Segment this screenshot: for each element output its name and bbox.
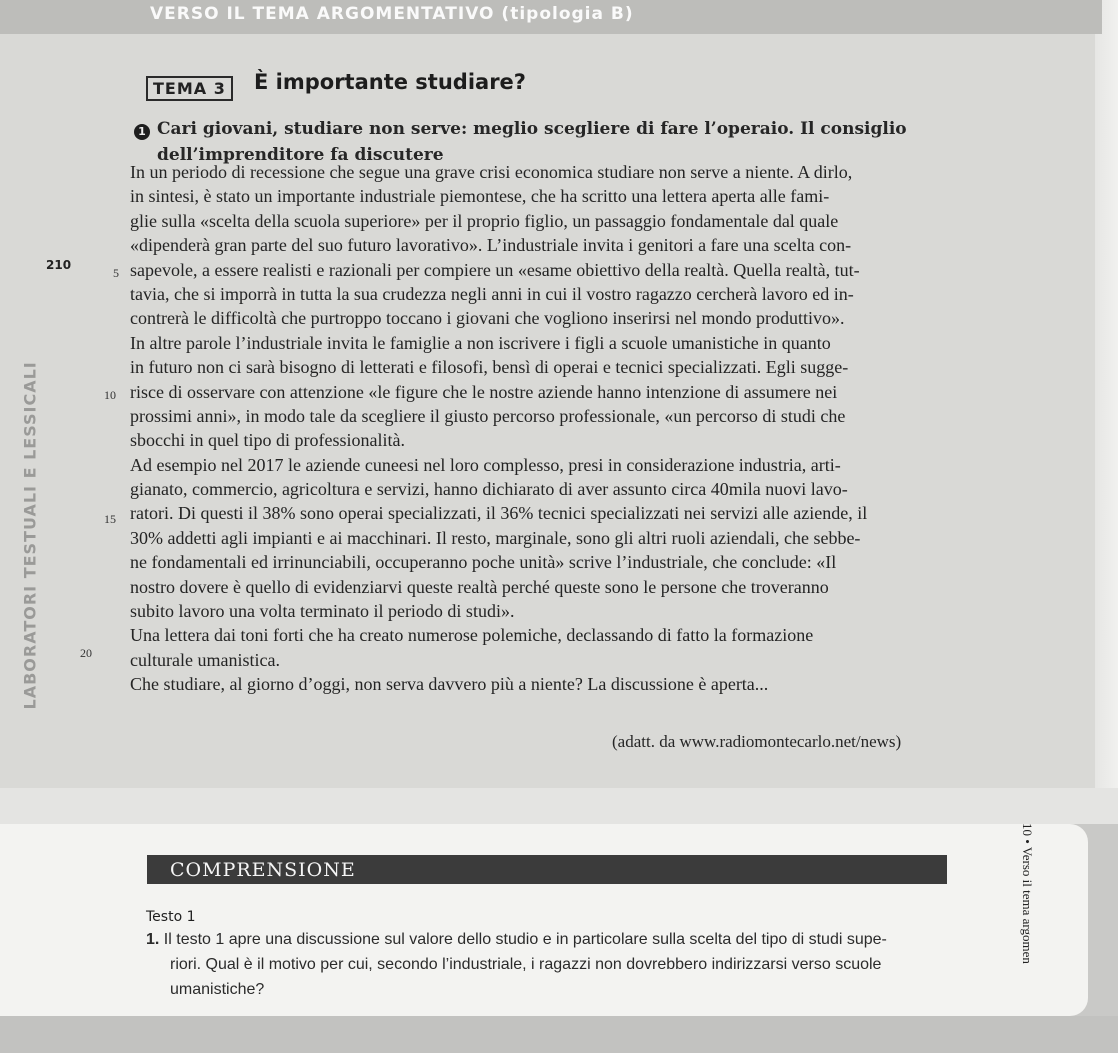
article-line: ratori. Di questi il 38% sono operai specializzati, il 36% tecnici specializzati nei servizi alle aziende, il bbox=[130, 503, 868, 524]
line-number: 15 bbox=[104, 512, 116, 526]
line-number: 10 bbox=[104, 388, 116, 402]
line-number: 20 bbox=[80, 646, 92, 660]
line-number: 5 bbox=[113, 266, 119, 280]
article-body bbox=[130, 160, 950, 697]
tema-label: TEMA 3 bbox=[146, 76, 233, 101]
tema-title: È importante studiare? bbox=[254, 70, 526, 94]
question-text-line-3: umanistiche? bbox=[170, 981, 265, 998]
page-edge bbox=[1095, 0, 1118, 800]
article-line: Che studiare, al giorno d’oggi, non serva davvero più a niente? La discussione è aperta... bbox=[130, 674, 769, 695]
article-line: prossimi anni», in modo tale da scegliere il giusto percorso professionale, «un percorso di studi che bbox=[130, 405, 846, 426]
bottom-side-label-text: 10 • Verso il tema argomen bbox=[1020, 823, 1035, 964]
article-line: Una lettera dai toni forti che ha creato numerose polemiche, declassando di fatto la formazione bbox=[130, 625, 814, 646]
article-title-line-1: Cari giovani, studiare non serve: meglio scegliere di fare l’operaio. Il consiglio bbox=[157, 119, 907, 139]
article-number-badge: 1 bbox=[134, 124, 150, 140]
article-line: tavia, che si imporrà in tutta la sua crudezza negli anni in cui il vostro ragazzo cercherà lavoro ed in- bbox=[130, 283, 854, 304]
bottom-side-label bbox=[1012, 824, 1034, 1016]
article-line: culturale umanistica. bbox=[130, 649, 280, 670]
article-line: In altre parole l’industriale invita le famiglie a non iscrivere i figli a scuole umanistiche in quanto bbox=[130, 332, 831, 353]
article-line: sapevole, a essere realisti e razionali per compiere un «esame obiettivo della realtà. Quella realtà, tut- bbox=[130, 259, 860, 280]
article-line: in sintesi, è stato un importante industriale piemontese, che ha scritto una lettera aperta alle fami- bbox=[130, 186, 830, 207]
article-line: glie sulla «scelta della scuola superiore» per il proprio figlio, un passaggio fondamentale dal quale bbox=[130, 210, 839, 231]
article-line: 30% addetti agli impianti e ai macchinari. Il resto, marginale, sono gli altri ruoli aziendali, che sebbe- bbox=[130, 527, 861, 548]
page-number: 210 bbox=[46, 258, 72, 272]
bottom-strip bbox=[0, 1016, 1118, 1053]
article-line: contrerà le difficoltà che purtroppo toccano i giovani che vogliono inserirsi nel mondo produttivo». bbox=[130, 308, 845, 329]
question-text-line-1: Il testo 1 apre una discussione sul valore dello studio e in particolare sulla scelta del tipo di studi supe- bbox=[163, 931, 887, 948]
article-line: nostro dovere è quello di evidenziarvi queste realtà perché queste sono le persone che troveranno bbox=[130, 576, 829, 597]
article-line: sbocchi in quel tipo di professionalità. bbox=[130, 430, 405, 451]
comprehension-title: COMPRENSIONE bbox=[170, 859, 356, 881]
side-section-label: LABORATORI TESTUALI E LESSICALI bbox=[20, 361, 40, 710]
photo-gap bbox=[0, 788, 1118, 824]
article-line: gianato, commercio, agricoltura e servizi, hanno dichiarato di aver assunto circa 40mila nuovi lavo- bbox=[130, 479, 848, 500]
testo-label: Testo 1 bbox=[146, 909, 196, 925]
question-number: 1. bbox=[146, 931, 160, 948]
article-line: In un periodo di recessione che segue una grave crisi economica studiare non serve a niente. A dirlo, bbox=[130, 162, 853, 182]
article-line: «dipenderà gran parte del suo futuro lavorativo». L’industriale invita i genitori a fare una scelta con- bbox=[130, 235, 852, 256]
question-text-line-2: riori. Qual è il motivo per cui, secondo l’industriale, i ragazzi non dovrebbero indirizzarsi verso scuole bbox=[170, 956, 882, 973]
article-line: subito lavoro una volta terminato il periodo di studi». bbox=[130, 601, 515, 622]
article-line: Ad esempio nel 2017 le aziende cuneesi nel loro complesso, presi in considerazione industria, arti- bbox=[130, 454, 841, 475]
article-line: ne fondamentali ed irrinunciabili, occuperanno poche unità» scrive l’industriale, che conclude: «Il bbox=[130, 552, 837, 573]
article-source: (adatt. da www.radiomontecarlo.net/news) bbox=[612, 732, 902, 751]
article-line: risce di osservare con attenzione «le figure che le nostre aziende hanno intenzione di assumere nei bbox=[130, 381, 838, 402]
section-title: VERSO IL TEMA ARGOMENTATIVO (tipologia B) bbox=[150, 4, 634, 24]
article-line: in futuro non ci sarà bisogno di letterati e filosofi, bensì di operai e tecnici specializzati. Egli sugge- bbox=[130, 357, 849, 378]
article-title-line-2: dell’imprenditore fa discutere bbox=[157, 145, 444, 165]
question-1 bbox=[146, 927, 976, 1002]
